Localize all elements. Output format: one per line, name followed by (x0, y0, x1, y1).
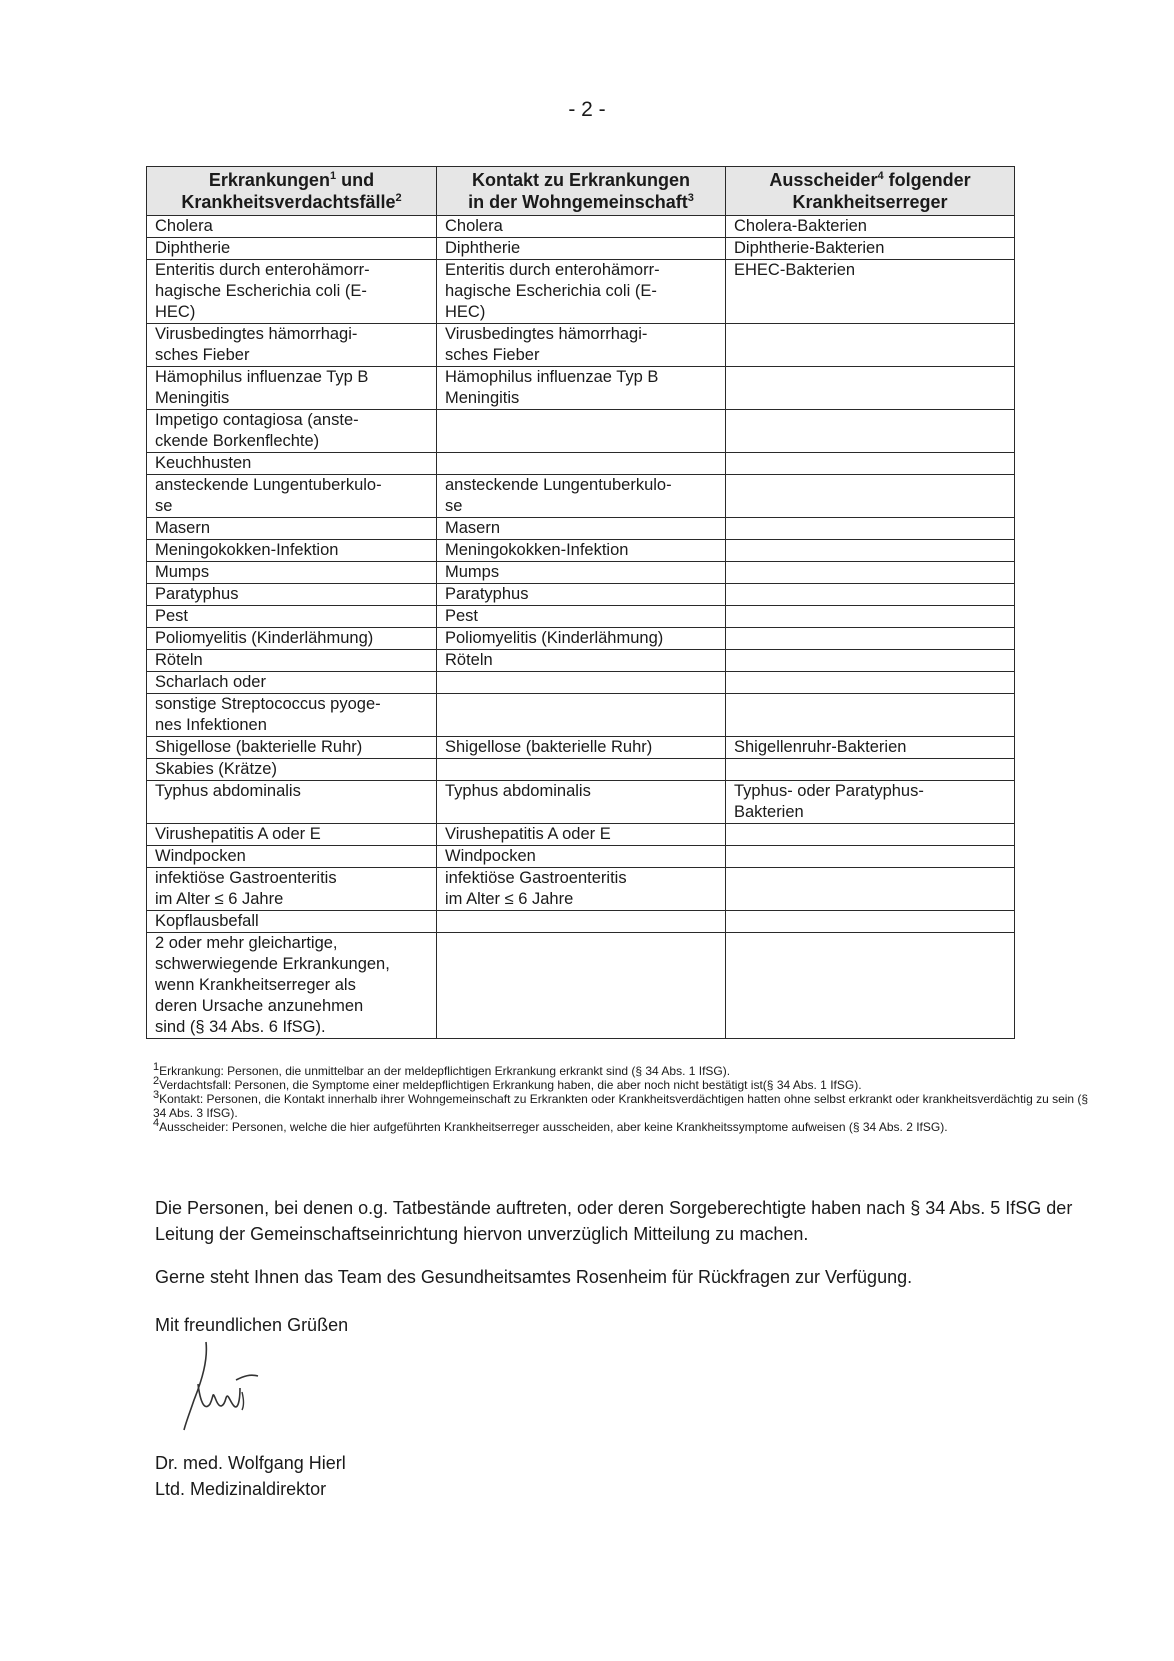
page-number: - 2 - (568, 98, 606, 121)
table-cell (726, 868, 1015, 911)
table-row (147, 475, 1015, 518)
table-cell (726, 518, 1015, 540)
table-cell (437, 672, 726, 694)
table-cell: Meningokokken-Infektion (147, 540, 437, 562)
table-cell: 2 oder mehr gleichartige, schwerwiegende Erkrankungen, wenn Krankheitserreger als deren Ursache anzunehmen sind (§ 34 Abs. 6 IfSG). (147, 933, 437, 1039)
table-body (147, 216, 1015, 1039)
table-cell (437, 911, 726, 933)
table-cell: Enteritis durch enterohämorr- hagische Escherichia coli (E- HEC) (147, 260, 437, 324)
table-row (147, 606, 1015, 628)
table-cell: Virusbedingtes hämorrhagi- sches Fieber (147, 324, 437, 367)
table-cell: infektiöse Gastroenteritis im Alter ≤ 6 Jahre (147, 868, 437, 911)
table-cell (726, 672, 1015, 694)
disease-table (146, 166, 1015, 1039)
table-cell: Cholera-Bakterien (726, 216, 1015, 238)
table-cell: Scharlach oder (147, 672, 437, 694)
table-row (147, 781, 1015, 824)
table-cell: Enteritis durch enterohämorr- hagische Escherichia coli (E- HEC) (437, 260, 726, 324)
table-cell (726, 694, 1015, 737)
table-cell: Impetigo contagiosa (anste- ckende Borkenflechte) (147, 410, 437, 453)
table-row (147, 410, 1015, 453)
table-cell (726, 410, 1015, 453)
table-row (147, 518, 1015, 540)
table-cell: Virushepatitis A oder E (437, 824, 726, 846)
table-cell: infektiöse Gastroenteritis im Alter ≤ 6 Jahre (437, 868, 726, 911)
signer-name: Dr. med. Wolfgang Hierl (155, 1453, 346, 1473)
column-header-2: Kontakt zu Erkrankungen in der Wohngemeinschaft$^3$ (437, 167, 726, 216)
table-row (147, 650, 1015, 672)
table-cell (726, 911, 1015, 933)
table-row (147, 933, 1015, 1039)
table-cell: Shigellenruhr-Bakterien (726, 737, 1015, 759)
table-cell: Masern (437, 518, 726, 540)
table-row (147, 540, 1015, 562)
table-cell: Virusbedingtes hämorrhagi- sches Fieber (437, 324, 726, 367)
paragraph-contact-offer: Gerne steht Ihnen das Team des Gesundheitsamtes Rosenheim für Rückfragen zur Verfügung. (155, 1267, 913, 1287)
table-cell (726, 628, 1015, 650)
table-row (147, 453, 1015, 475)
footnote: $^4$Ausscheider: Personen, welche die hier aufgeführten Krankheitserreger ausscheiden, aber keine Krankheitssymptome aufweisen (§ 34 Abs. 2 IfSG). (153, 1117, 948, 1134)
table-cell: Röteln (437, 650, 726, 672)
table-cell: Diphtherie (437, 238, 726, 260)
table-cell: Windpocken (437, 846, 726, 868)
table-cell (726, 453, 1015, 475)
table-row (147, 238, 1015, 260)
table-row (147, 216, 1015, 238)
table-row (147, 868, 1015, 911)
table-row (147, 672, 1015, 694)
table-row (147, 584, 1015, 606)
handwritten-signature (178, 1340, 268, 1432)
table-row (147, 367, 1015, 410)
column-header-1: Erkrankungen$^1$ und Krankheitsverdachtsfälle$^2$ (147, 167, 437, 216)
table-cell: Typhus abdominalis (437, 781, 726, 824)
table-cell: ansteckende Lungentuberkulo- se (437, 475, 726, 518)
table-cell (726, 933, 1015, 1039)
table-cell: Paratyphus (437, 584, 726, 606)
table-cell (437, 933, 726, 1039)
table-cell: Hämophilus influenzae Typ B Meningitis (437, 367, 726, 410)
table-cell: Mumps (147, 562, 437, 584)
table-cell: EHEC-Bakterien (726, 260, 1015, 324)
table-cell (437, 694, 726, 737)
table-row (147, 324, 1015, 367)
table-cell: Diphtherie-Bakterien (726, 238, 1015, 260)
closing-greeting: Mit freundlichen Grüßen (155, 1315, 349, 1335)
table-cell: Keuchhusten (147, 453, 437, 475)
table-cell: Pest (147, 606, 437, 628)
table-cell: Hämophilus influenzae Typ B Meningitis (147, 367, 437, 410)
table-cell (726, 367, 1015, 410)
table-header (147, 167, 1015, 216)
table-row (147, 562, 1015, 584)
footnotes (153, 1061, 1093, 1134)
table-cell: Poliomyelitis (Kinderlähmung) (437, 628, 726, 650)
table-cell (726, 606, 1015, 628)
table-cell: Masern (147, 518, 437, 540)
header-row (147, 167, 1015, 216)
table-cell: Röteln (147, 650, 437, 672)
table-cell: ansteckende Lungentuberkulo- se (147, 475, 437, 518)
table-cell (726, 540, 1015, 562)
table-cell: Mumps (437, 562, 726, 584)
footnote: $^3$Kontakt: Personen, die Kontakt innerhalb ihrer Wohngemeinschaft zu Erkrankten oder Krankheitsverdächtigen hatten ohne selbst erkrankt oder krankheitsverdächtig zu sein (§ 34 Abs. 3 IfSG). (153, 1089, 1089, 1120)
table-cell (437, 453, 726, 475)
table-cell: Skabies (Krätze) (147, 759, 437, 781)
table-row (147, 260, 1015, 324)
table-cell: Virushepatitis A oder E (147, 824, 437, 846)
table-cell (726, 584, 1015, 606)
table-cell (726, 475, 1015, 518)
table-cell: Typhus abdominalis (147, 781, 437, 824)
table-row (147, 759, 1015, 781)
signer-block (155, 1450, 1085, 1502)
table-cell (726, 324, 1015, 367)
table-row (147, 628, 1015, 650)
table-cell: Poliomyelitis (Kinderlähmung) (147, 628, 437, 650)
table-cell: Kopflausbefall (147, 911, 437, 933)
table-cell: Typhus- oder Paratyphus- Bakterien (726, 781, 1015, 824)
paragraph-notification-duty: Die Personen, bei denen o.g. Tatbestände auftreten, oder deren Sorgeberechtigte haben nach § 34 Abs. 5 IfSG der Leitung der Gemeinschaftseinrichtung hiervon unverzüglich Mitteilung zu machen. (155, 1198, 1073, 1244)
table-cell (726, 846, 1015, 868)
table-row (147, 846, 1015, 868)
table-cell: sonstige Streptococcus pyoge- nes Infektionen (147, 694, 437, 737)
table-cell (437, 410, 726, 453)
table-cell: Cholera (147, 216, 437, 238)
table-cell: Windpocken (147, 846, 437, 868)
table-cell (726, 759, 1015, 781)
table-cell: Pest (437, 606, 726, 628)
table-cell: Diphtherie (147, 238, 437, 260)
table-row (147, 694, 1015, 737)
footnote: $^1$Erkrankung: Personen, die unmittelbar an der meldepflichtigen Erkrankung erkrankt sind (§ 34 Abs. 1 IfSG). (153, 1061, 731, 1078)
table-row (147, 824, 1015, 846)
table-cell: Cholera (437, 216, 726, 238)
table-cell: Shigellose (bakterielle Ruhr) (437, 737, 726, 759)
table-cell: Shigellose (bakterielle Ruhr) (147, 737, 437, 759)
table-row (147, 911, 1015, 933)
table-cell: Meningokokken-Infektion (437, 540, 726, 562)
table-cell: Paratyphus (147, 584, 437, 606)
table-cell (726, 824, 1015, 846)
table-cell (726, 650, 1015, 672)
table-row (147, 737, 1015, 759)
table-cell (726, 562, 1015, 584)
footnote: $^2$Verdachtsfall: Personen, die Symptome einer meldepflichtigen Erkrankung haben, die aber noch nicht bestätigt ist(§ 34 Abs. 1 IfSG). (153, 1075, 862, 1092)
column-header-3: Ausscheider$^4$ folgender Krankheitserreger (726, 167, 1015, 216)
signer-title: Ltd. Medizinaldirektor (155, 1479, 327, 1499)
table-cell (437, 759, 726, 781)
